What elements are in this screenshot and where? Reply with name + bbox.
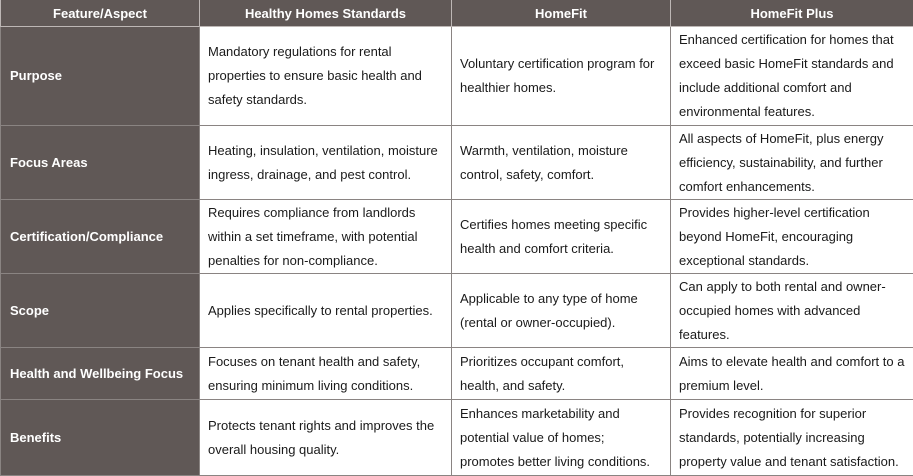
row-header: Focus Areas (1, 126, 200, 200)
table-row (1, 126, 913, 200)
table-cell: Enhances marketability and potential value of homes; promotes better living conditions. (452, 400, 671, 476)
table-cell: All aspects of HomeFit, plus energy efficiency, sustainability, and further comfort enhancements. (671, 126, 913, 200)
table-row (1, 400, 913, 476)
table-row (1, 200, 913, 274)
table-cell: Provides recognition for superior standards, potentially increasing property value and tenant satisfaction. (671, 400, 913, 476)
table-cell: Aims to elevate health and comfort to a premium level. (671, 348, 913, 400)
table-cell: Heating, insulation, ventilation, moisture ingress, drainage, and pest control. (200, 126, 452, 200)
table-cell: Protects tenant rights and improves the overall housing quality. (200, 400, 452, 476)
header-homefit: HomeFit (452, 0, 671, 27)
table-cell: Applicable to any type of home (rental or owner-occupied). (452, 274, 671, 348)
table-row (1, 274, 913, 348)
header-homefit-plus: HomeFit Plus (671, 0, 913, 27)
row-header: Health and Wellbeing Focus (1, 348, 200, 400)
table-cell: Enhanced certification for homes that exceed basic HomeFit standards and include additional comfort and environmental features. (671, 27, 913, 126)
table-cell: Requires compliance from landlords within a set timeframe, with potential penalties for non-compliance. (200, 200, 452, 274)
row-header: Purpose (1, 27, 200, 126)
table-cell: Can apply to both rental and owner-occupied homes with advanced features. (671, 274, 913, 348)
table-cell: Voluntary certification program for healthier homes. (452, 27, 671, 126)
table-cell: Certifies homes meeting specific health and comfort criteria. (452, 200, 671, 274)
table-row (1, 348, 913, 400)
header-row (1, 0, 913, 27)
row-header: Certification/Compliance (1, 200, 200, 274)
table-cell: Applies specifically to rental properties. (200, 274, 452, 348)
table-cell: Mandatory regulations for rental properties to ensure basic health and safety standards. (200, 27, 452, 126)
row-header: Scope (1, 274, 200, 348)
table-cell: Prioritizes occupant comfort, health, and safety. (452, 348, 671, 400)
header-feature-aspect: Feature/Aspect (1, 0, 200, 27)
row-header: Benefits (1, 400, 200, 476)
table-cell: Focuses on tenant health and safety, ensuring minimum living conditions. (200, 348, 452, 400)
header-healthy-homes-standards: Healthy Homes Standards (200, 0, 452, 27)
table-row (1, 27, 913, 126)
table-cell: Warmth, ventilation, moisture control, safety, comfort. (452, 126, 671, 200)
table-cell: Provides higher-level certification beyond HomeFit, encouraging exceptional standards. (671, 200, 913, 274)
